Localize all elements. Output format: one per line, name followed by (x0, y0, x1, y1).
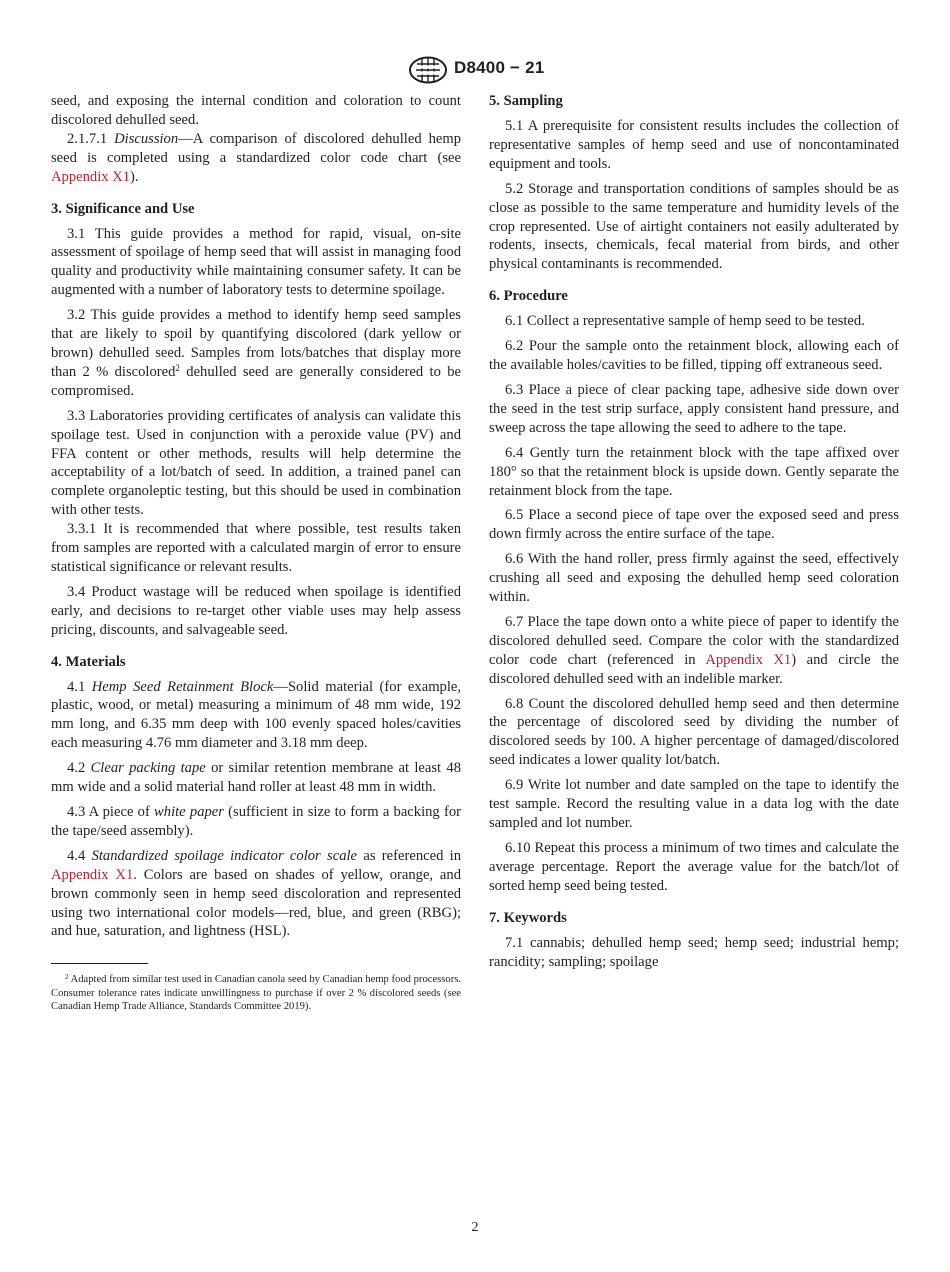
document-number: D8400 − 21 (454, 58, 545, 77)
paragraph-3-1: 3.1 This guide provides a method for rapid, visual, on-site assessment of spoilage of hemp seed that will assist in managing food quality and productivity while maintaining consumer safety. It can be augmented with a number of laboratory tests to determine spoilage. (51, 225, 461, 299)
paragraph-6-8: 6.8 Count the discolored dehulled hemp seed and then determine the percentage of discolored seed by dividing the number of discolored seeds by 100. A higher percentage of damaged/discolored seed indicates a lower quality lot/batch. (489, 695, 899, 769)
paragraph-4-3: 4.3 A piece of white paper (sufficient in size to form a backing for the tape/seed assembly). (51, 804, 461, 839)
footnote-divider (51, 963, 148, 964)
paragraph-4-4: 4.4 Standardized spoilage indicator color scale as referenced in Appendix X1. Colors are based on shades of yellow, orange, and brown commonly seen in hemp seed discoloration and represented using two international color models—red, blue, and green (RBG); and hue, saturation, and lightness (HSL). (51, 847, 462, 940)
paragraph-6-3: 6.3 Place a piece of clear packing tape, adhesive side down over the seed in the test strip surface, apply consistent hand pressure, and sweep across the tape allowing the seed to adhere to the tape. (489, 381, 899, 436)
paragraph-6-9: 6.9 Write lot number and date sampled on the tape to identify the test sample. Record the resulting value in a data log with the date sampled and lot number. (489, 777, 899, 831)
footnote-ref-2[interactable]: 2 (175, 362, 180, 373)
page-number: 2 (471, 1220, 479, 1235)
paragraph-3-3-1: 3.3.1 It is recommended that where possible, test results taken from samples are reported with a calculated margin of error to ensure statistical significance or relevant results. (51, 521, 461, 575)
paragraph-3-2: 3.2 This guide provides a method to identify hemp seed samples that are likely to spoil by quantifying discolored (dark yellow or brown) dehulled seed. Samples from lots/batches that display more than 2 % discolored$^2$ dehulled seed are generally considered to be compromised. (51, 307, 461, 399)
section-7-heading: 7. Keywords (489, 909, 567, 926)
paragraph-3-4: 3.4 Product wastage will be reduced when spoilage is identified early, and decisions to re-target other viable uses may help assess pricing, discounts, and salvageable seed. (51, 583, 461, 638)
paragraph-3-3: 3.3 Laboratories providing certificates of analysis can validate this spoilage test. Used in conjunction with a peroxide value (PV) and FFA content or other methods, results will help determine the acceptability of a lot/batch of seed. In addition, a trained panel can complete organoleptic testing, but this should be used in combination with other tests. (51, 407, 461, 519)
paragraph-6-4: 6.4 Gently turn the retainment block with the tape affixed over 180° so that the retainment block is upside down. Gently separate the retainment block from the tape. (489, 444, 899, 499)
paragraph-6-10: 6.10 Repeat this process a minimum of two times and calculate the average percentage. Report the average value for the batch/lot of sorted hemp seed being tested. (489, 839, 899, 894)
appendix-x1-link[interactable]: Appendix X1 (51, 168, 131, 185)
left-column (51, 92, 461, 1013)
appendix-x1-link[interactable]: Appendix X1 (51, 866, 134, 883)
appendix-x1-link[interactable]: Appendix X1 (705, 651, 792, 668)
paragraph-6-5: 6.5 Place a second piece of tape over the exposed seed and press down firmly across the entire surface of the tape. (489, 507, 899, 543)
paragraph-5-1: 5.1 A prerequisite for consistent results includes the collection of representative samples of hemp seed and use of noncontaminated equipment and tools. (489, 118, 899, 172)
paragraph-5-2: 5.2 Storage and transportation conditions of samples should be as close as possible to the same temperature and humidity levels of the crop represented. Use of airtight containers not easily adulterated by rodents, insects, chemicals, fecal material from birds, and other physical contaminants is recommended. (489, 180, 899, 273)
right-column (489, 92, 899, 971)
footnote-2: $^2$ Adapted from similar test used in Canadian canola seed by Canadian hemp food processors. Consumer tolerance rates indicate unwillingness to purchase if over 2 % discolored seeds (see Canadian Hemp Trade Alliance, Standards Committee 2019). (51, 973, 461, 1012)
section-3-heading: 3. Significance and Use (51, 200, 195, 217)
section-4-heading: 4. Materials (51, 653, 126, 670)
paragraph-4-2: 4.2 Clear packing tape or similar retention membrane at least 48 mm wide and a solid material hand roller at least 48 mm in width. (51, 760, 461, 796)
section-6-heading: 6. Procedure (489, 288, 568, 305)
page-header (0, 56, 950, 84)
section-5-heading: 5. Sampling (489, 93, 563, 109)
paragraph-6-6: 6.6 With the hand roller, press firmly against the seed, effectively crushing all seed and exposing the dehulled hemp seed coloration within. (489, 551, 899, 606)
paragraph-continued: seed, and exposing the internal condition and coloration to count discolored dehulled seed. (51, 93, 461, 128)
paragraph-7-1: 7.1 cannabis; dehulled hemp seed; hemp seed; industrial hemp; rancidity; sampling; spoilage (489, 934, 899, 970)
astm-logo-icon (408, 56, 448, 84)
paragraph-6-2: 6.2 Pour the sample onto the retainment block, allowing each of the available holes/cavities to be filled, tipping off extraneous seed. (489, 338, 899, 374)
paragraph-4-1: 4.1 Hemp Seed Retainment Block—Solid material (for example, plastic, wood, or metal) measuring a minimum of 48 mm wide, 192 mm long, and 6.35 mm deep with 100 evenly spaced holes/cavities each measuring 4.76 mm diameter and 3.18 mm deep. (51, 678, 462, 752)
paragraph-6-7: 6.7 Place the tape down onto a white piece of paper to identify the discolored dehulled seed. Compare the color with the standardized color code chart (referenced in Appendix X1) and circle the discolored dehulled seed with an indelible marker. (489, 613, 899, 687)
paragraph-2-1-7-1: 2.1.7.1 Discussion—A comparison of discolored dehulled hemp seed is completed using a standardized color code chart (see Appendix X1). (51, 130, 461, 185)
paragraph-6-1: 6.1 Collect a representative sample of hemp seed to be tested. (505, 313, 865, 330)
